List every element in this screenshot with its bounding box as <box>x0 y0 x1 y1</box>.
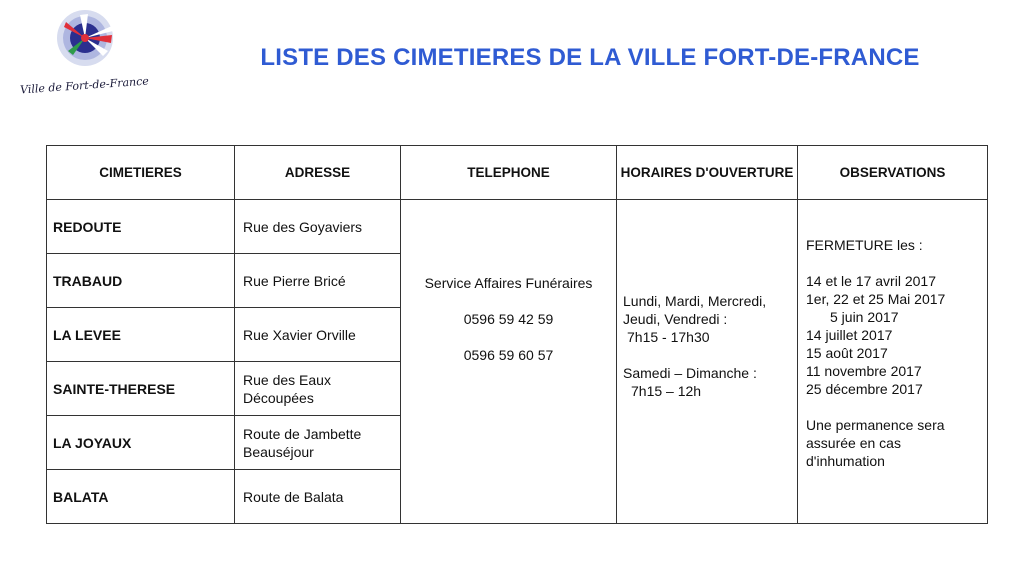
cemetery-address: Rue des Goyaviers <box>235 200 401 254</box>
closure-label: FERMETURE les : <box>806 237 923 253</box>
logo-caption: Ville de Fort-de-France <box>19 74 150 97</box>
cemetery-name: TRABAUD <box>47 254 235 308</box>
hours-weekend-label: Samedi – Dimanche : <box>623 365 757 381</box>
cemetery-name: LA LEVEE <box>47 308 235 362</box>
cemetery-address <box>235 416 401 470</box>
page-title: LISTE DES CIMETIERES DE LA VILLE FORT-DE-FRANCE <box>260 44 920 71</box>
note-line: assurée en cas <box>806 435 901 451</box>
closure-date: 25 décembre 2017 <box>806 381 923 397</box>
header-adresse: ADRESSE <box>235 146 401 200</box>
address-line: Découpées <box>243 389 314 406</box>
table-row <box>47 200 988 254</box>
city-logo-icon <box>10 5 150 80</box>
header-cimetieres: CIMETIERES <box>47 146 235 200</box>
header-observations: OBSERVATIONS <box>798 146 988 200</box>
telephone-cell <box>401 200 617 524</box>
cemetery-name: REDOUTE <box>47 200 235 254</box>
cemetery-name: LA JOYAUX <box>47 416 235 470</box>
closure-date: 1er, 22 et 25 Mai 2017 <box>806 291 946 307</box>
hours-weekend-time: 7h15 – 12h <box>631 383 702 399</box>
service-name: Service Affaires Funéraires <box>424 275 593 291</box>
address-line: Beauséjour <box>243 443 314 460</box>
hours-cell <box>617 200 798 524</box>
header-telephone: TELEPHONE <box>401 146 617 200</box>
note-line: Une permanence sera <box>806 417 945 433</box>
cemetery-address: Rue Pierre Bricé <box>235 254 401 308</box>
closure-date: 14 et le 17 avril 2017 <box>806 273 936 289</box>
header-horaires: HORAIRES D'OUVERTURE <box>617 146 798 200</box>
hours-weekdays-line-1: Lundi, Mardi, Mercredi, <box>623 293 767 309</box>
note-line: d'inhumation <box>806 453 885 469</box>
table-header-row <box>47 146 988 200</box>
address-line: Route de Jambette <box>243 425 362 442</box>
closure-date: 14 juillet 2017 <box>806 327 893 343</box>
closure-date: 5 juin 2017 <box>830 309 899 325</box>
cemetery-address <box>235 362 401 416</box>
logo <box>10 5 150 105</box>
cemetery-name: SAINTE-THERESE <box>47 362 235 416</box>
cemetery-address: Rue Xavier Orville <box>235 308 401 362</box>
cemetery-name: BALATA <box>47 470 235 524</box>
closure-date: 15 août 2017 <box>806 345 888 361</box>
address-line: Rue des Eaux <box>243 371 331 388</box>
hours-weekdays-line-2: Jeudi, Vendredi : <box>623 311 728 327</box>
cemetery-address: Route de Balata <box>235 470 401 524</box>
phone-number-2: 0596 59 60 57 <box>463 347 554 363</box>
cemeteries-table <box>46 145 988 524</box>
phone-number-1: 0596 59 42 59 <box>463 311 554 327</box>
closure-date: 11 novembre 2017 <box>806 363 922 379</box>
observations-cell <box>798 200 988 524</box>
hours-weekdays-time: 7h15 - 17h30 <box>627 329 710 345</box>
